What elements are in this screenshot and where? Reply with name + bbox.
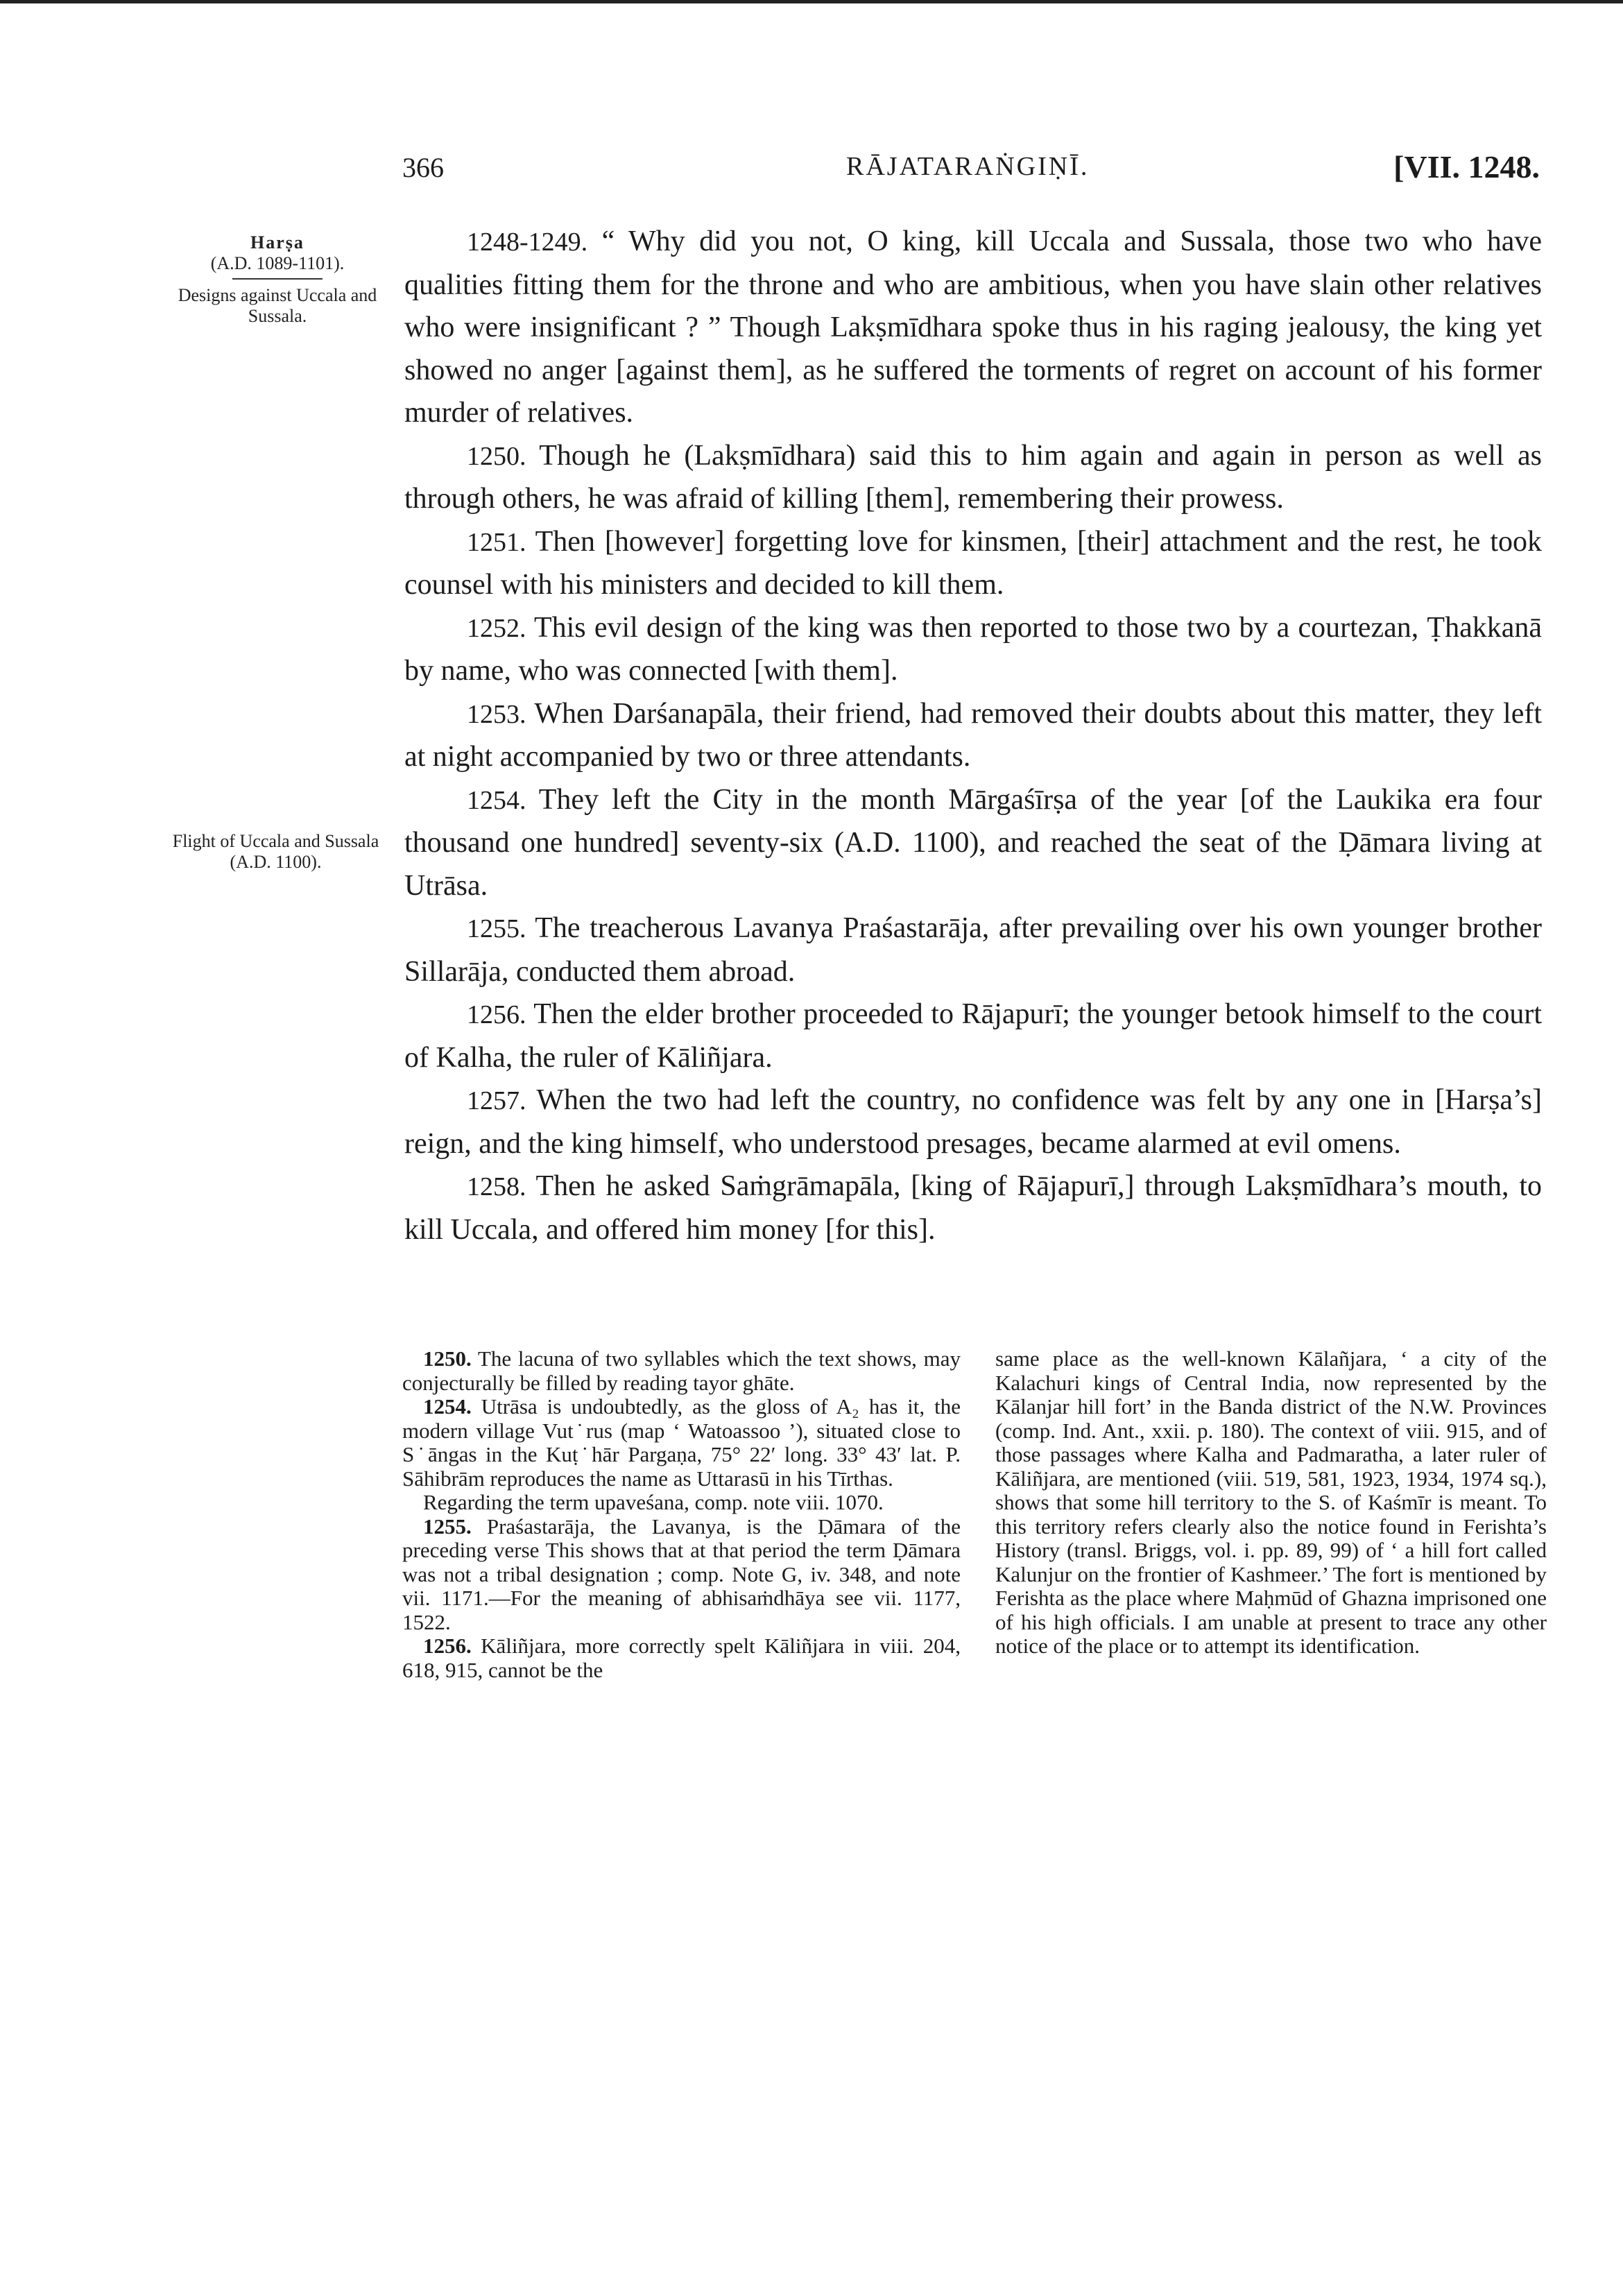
- verse: [404, 779, 1542, 908]
- footnote: [402, 1634, 961, 1682]
- verse-text: “ Why did you not, O king, kill Uccala and Sussala, those two who have qualities fitting them for the throne and who are ambitious, when you have slain other relatives who were insignificant ? ” Though Lakṣmīdhara spoke thus in his raging jealousy, the king yet showed no anger [against them], as he suffered the torments of regret on account of his former murder of relatives.: [404, 225, 1542, 429]
- margin-harsa-dates: (A.D. 1089-1101).: [210, 253, 345, 273]
- verse-number: 1251.: [467, 527, 526, 557]
- footnote-number: 1254.: [423, 1394, 472, 1419]
- margin-note-harsa: [173, 232, 381, 327]
- verse-text: Though he (Lakṣmīdhara) said this to him again and again in person as well as through others, he was afraid of killing [them], remembering their prowess.: [404, 439, 1542, 515]
- verse: [404, 993, 1542, 1079]
- footnote-text: Praśastarāja, the Lavanya, is the Ḍāmara of the preceding verse This shows that at that period the term Ḍāmara was not a tribal designation ; comp. Note G, iv. 348, and note vii. 1171.—For the meaning of abhisaṁdhāya see vii. 1177, 1522.: [402, 1514, 961, 1634]
- footnote: [402, 1515, 961, 1635]
- top-border: [0, 0, 1623, 3]
- footnote-text: The lacuna of two syllables which the text shows, may conjecturally be filled by reading tayor ghāte.: [402, 1346, 961, 1395]
- verse: [404, 1079, 1542, 1165]
- footnote-text: Kāliñjara, more correctly spelt Kāliñjara in viii. 204, 618, 915, cannot be the: [402, 1634, 961, 1682]
- margin-harsa-name: Harṣa: [250, 232, 304, 252]
- running-header: [402, 151, 1540, 193]
- margin-flight: Flight of Uccala and Sussala (A.D. 1100).: [172, 831, 379, 872]
- footnote: [402, 1347, 961, 1395]
- footnote-number: 1255.: [423, 1514, 472, 1539]
- verse: [404, 607, 1542, 693]
- verse-text: When Darśanapāla, their friend, had removed their doubts about this matter, they left at night accompanied by two or three attendants.: [404, 697, 1543, 773]
- footnote-continuation: same place as the well-known Kālañjara, ‘ a city of the Kalachuri kings of Central India, now represented by the Kālanjar hill fort’ in the Banda district of the N.W. Provinces (comp. Ind. Ant., xxii. p. 180). The context of viii. 915, and of those passages where Kalha and Padmaratha, a later ruler of Kāliñjara, are mentioned (viii. 519, 581, 1923, 1934, 1974 sq.), shows that some hill territory to the S. of Kaśmīr is meant. To this territory refers clearly also the notice found in Ferishta’s History (transl. Briggs, vol. i. pp. 89, 99) of ‘ a hill fort called Kalunjur on the frontier of Kashmeer.’ The fort is mentioned by Ferishta as the place where Maḥmūd of Ghazna imprisoned one of his high officials. I am unable at present to trace any other notice of the place or to attempt its identification.: [995, 1346, 1547, 1658]
- verse-number: 1255.: [467, 914, 526, 943]
- footnote: [402, 1395, 961, 1491]
- margin-divider: [232, 278, 323, 280]
- footnote-number: 1256.: [423, 1634, 472, 1658]
- verse-text: The treacherous Lavanya Praśastarāja, after prevailing over his own younger brother Sillarāja, conducted them abroad.: [404, 912, 1542, 988]
- verse-number: 1248-1249.: [467, 228, 588, 257]
- verse-number: 1258.: [467, 1172, 526, 1201]
- verse-text: Then [however] forgetting love for kinsmen, [their] attachment and the rest, he took counsel with his ministers and decided to kill them.: [404, 525, 1542, 601]
- page-number: 366: [402, 152, 444, 183]
- running-reference: [VII. 1248.: [1393, 149, 1540, 185]
- verse: [404, 435, 1542, 521]
- verse-text: Then the elder brother proceeded to Rājapurī; the younger betook himself to the court of Kalha, the ruler of Kāliñjara.: [404, 998, 1542, 1074]
- verse-text: They left the City in the month Mārgaśīrṣa of the year [of the Laukika era four thousand one hundred] seventy-six (A.D. 1100), and reached the seat of the Ḍāmara living at Utrāsa.: [404, 783, 1542, 902]
- verse-number: 1257.: [467, 1086, 526, 1115]
- footnote-text: Utrāsa is undoubtedly, as the gloss of A₂ has it, the modern village Vut˙rus (map ‘ Watoassoo ’), situated close to S˙āngas in the Kuṭ˙hār Pargaṇa, 75° 22′ long. 33° 43′ lat. P. Sāhibrām reproduces the name as Uttarasū in his Tīrthas.: [402, 1394, 961, 1491]
- verse: [404, 693, 1542, 779]
- verse-number: 1253.: [467, 699, 526, 729]
- footnote-number: 1250.: [423, 1346, 472, 1371]
- verse-number: 1254.: [467, 785, 526, 815]
- verse-number: 1252.: [467, 613, 526, 643]
- footnotes-right-column: [995, 1347, 1547, 1659]
- verse: [404, 221, 1542, 435]
- margin-note-flight: [170, 831, 381, 873]
- footnote: [402, 1491, 961, 1515]
- verse-text: Then he asked Saṁgrāmapāla, [king of Rājapurī,] through Lakṣmīdhara’s mouth, to kill Uccala, and offered him money [for this].: [404, 1170, 1542, 1246]
- footnote-text: Regarding the term upaveśana, comp. note viii. 1070.: [423, 1490, 884, 1514]
- margin-designs: Designs against Uccala and Sussala.: [178, 285, 377, 326]
- verse-number: 1250.: [467, 441, 526, 471]
- verse-text: This evil design of the king was then reported to those two by a courtezan, Ṭhakkanā by name, who was connected [with them].: [404, 611, 1543, 687]
- verse-text: When the two had left the country, no confidence was felt by any one in [Harṣa’s] reign, and the king himself, who understood presages, became alarmed at evil omens.: [404, 1084, 1542, 1160]
- footnotes-left-column: [402, 1347, 961, 1682]
- running-title: RĀJATARAṄGIṆĪ.: [846, 152, 1090, 181]
- verse: [404, 1165, 1542, 1251]
- main-text: [404, 221, 1542, 1251]
- verse: [404, 521, 1542, 607]
- verse-number: 1256.: [467, 1000, 526, 1029]
- verse: [404, 907, 1542, 993]
